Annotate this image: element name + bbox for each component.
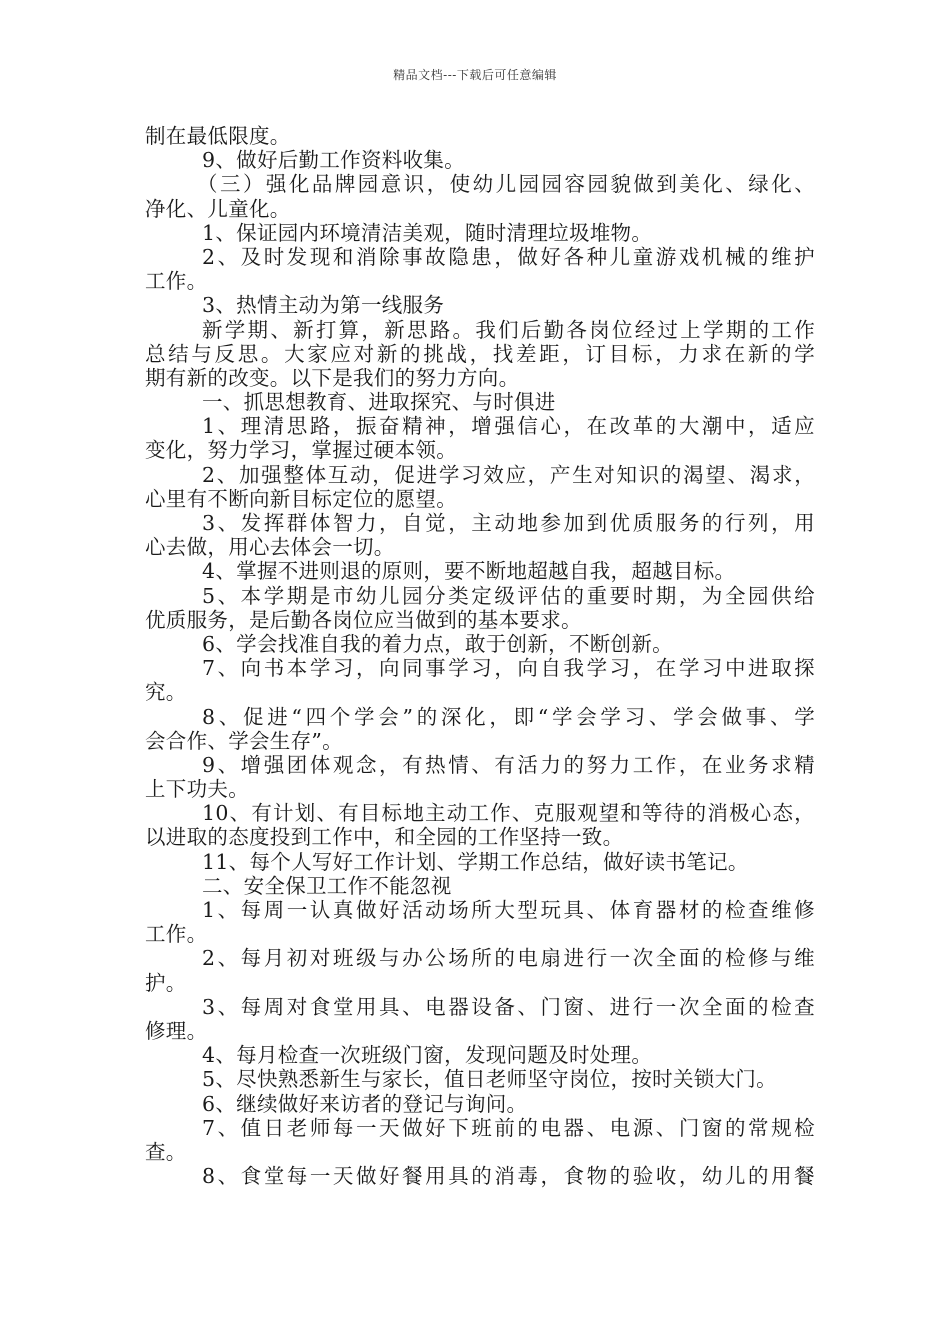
text-line: 9、增强团体观念，有热情、有活力的努力工作，在业务求精 bbox=[202, 752, 815, 777]
text-line: 6、继续做好来访者的登记与询问。 bbox=[202, 1091, 528, 1116]
text-line: 1、保证园内环境清洁美观，随时清理垃圾堆物。 bbox=[202, 220, 653, 245]
text-line: 新学期、新打算，新思路。我们后勤各岗位经过上学期的工作 bbox=[202, 317, 815, 342]
text-line: 2、及时发现和消除事故隐患，做好各种儿童游戏机械的维护 bbox=[202, 244, 815, 269]
text-line: 一、抓思想教育、进取探究、与时俱进 bbox=[202, 390, 556, 415]
text-line: 8、促进“四个学会”的深化，即“学会学习、学会做事、学 bbox=[202, 704, 815, 729]
text-line: 心去做，用心去体会一切。 bbox=[145, 535, 395, 560]
text-line: 以进取的态度投到工作中，和全园的工作坚持一致。 bbox=[145, 825, 624, 850]
document-body bbox=[145, 124, 815, 1188]
text-line: 3、每周对食堂用具、电器设备、门窗、进行一次全面的检查 bbox=[202, 994, 815, 1019]
text-line: 究。 bbox=[145, 680, 187, 705]
text-line: 2、加强整体互动，促进学习效应，产生对知识的渴望、渴求， bbox=[202, 462, 815, 487]
text-line: 3、热情主动为第一线服务 bbox=[202, 293, 445, 318]
text-line: 优质服务，是后勤各岗位应当做到的基本要求。 bbox=[145, 607, 582, 632]
text-line: 二、安全保卫工作不能忽视 bbox=[202, 873, 452, 898]
text-line: 7、向书本学习，向同事学习，向自我学习，在学习中进取探 bbox=[202, 656, 815, 681]
text-line: 1、理清思路，振奋精神，增强信心，在改革的大潮中，适应 bbox=[202, 414, 815, 439]
page-header: 精品文档---下载后可任意编辑 bbox=[393, 68, 557, 82]
text-line: 工作。 bbox=[145, 269, 208, 294]
text-line: 7、值日老师每一天做好下班前的电器、电源、门窗的常规检 bbox=[202, 1115, 815, 1140]
text-line: 工作。 bbox=[145, 922, 208, 947]
text-line: 5、尽快熟悉新生与家长，值日老师坚守岗位，按时关锁大门。 bbox=[202, 1067, 777, 1092]
text-line: 5、本学期是市幼儿园分类定级评估的重要时期，为全园供给 bbox=[202, 583, 815, 608]
text-line: （三）强化品牌园意识，使幼儿园园容园貌做到美化、绿化、 bbox=[197, 172, 815, 197]
text-line: 总结与反思。大家应对新的挑战，找差距，订目标，力求在新的学 bbox=[145, 341, 815, 366]
text-line: 期有新的改变。以下是我们的努力方向。 bbox=[145, 365, 520, 390]
text-line: 11、每个人写好工作计划、学期工作总结，做好读书笔记。 bbox=[202, 849, 749, 874]
text-line: 净化、儿童化。 bbox=[145, 196, 291, 221]
text-line: 4、每月检查一次班级门窗，发现问题及时处理。 bbox=[202, 1043, 653, 1068]
text-line: 修理。 bbox=[145, 1018, 208, 1043]
text-line: 6、学会找准自我的着力点，敢于创新，不断创新。 bbox=[202, 631, 673, 656]
text-line: 10、有计划、有目标地主动工作、克服观望和等待的消极心态， bbox=[202, 801, 815, 826]
text-line: 变化，努力学习，掌握过硬本领。 bbox=[145, 438, 457, 463]
text-line: 护。 bbox=[145, 970, 187, 995]
text-line: 2、每月初对班级与办公场所的电扇进行一次全面的检修与维 bbox=[202, 946, 815, 971]
text-line: 4、掌握不进则退的原则，要不断地超越自我，超越目标。 bbox=[202, 559, 736, 584]
text-line: 制在最低限度。 bbox=[145, 124, 291, 148]
text-line: 1、每周一认真做好活动场所大型玩具、体育器材的检查维修 bbox=[202, 898, 815, 922]
text-line: 8、食堂每一天做好餐用具的消毒，食物的验收，幼儿的用餐 bbox=[202, 1164, 815, 1189]
text-line: 查。 bbox=[145, 1139, 187, 1164]
text-line: 上下功夫。 bbox=[145, 777, 249, 802]
text-line: 会合作、学会生存”。 bbox=[145, 728, 343, 753]
text-line: 3、发挥群体智力，自觉，主动地参加到优质服务的行列，用 bbox=[202, 511, 815, 535]
text-line: 9、做好后勤工作资料收集。 bbox=[202, 148, 465, 173]
text-line: 心里有不断向新目标定位的愿望。 bbox=[145, 486, 457, 511]
